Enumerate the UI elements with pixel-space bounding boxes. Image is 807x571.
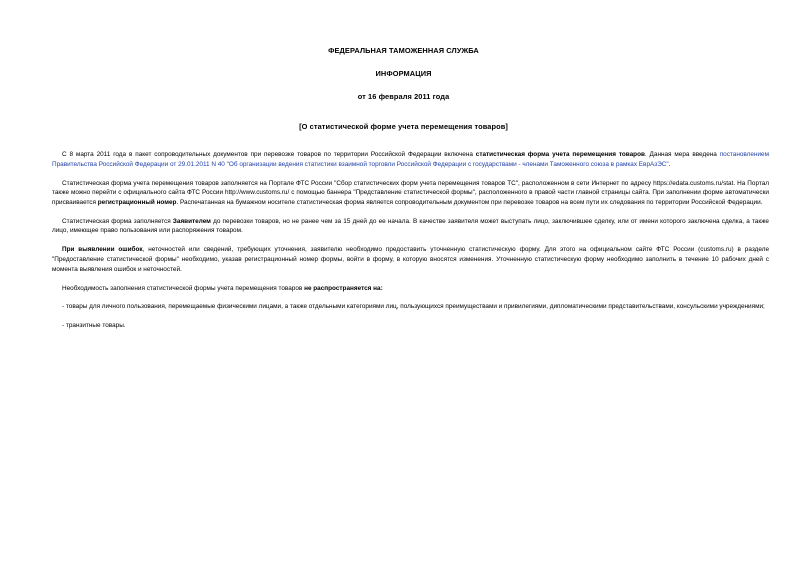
p1-text-c: . Данная мера введена (644, 151, 720, 158)
p4-text-c: , неточностей или сведений, требующих уточнения, заявителю необходимо предоставить уточненную статистическую форму. Для этого на официальном сайте ФТС России (customs.ru) в разделе "Предоставление статистической формы" необходимо, указав регистрационный номер формы, войти в форму, в которую вносятся изменения. Уточненную статистическую форму необходимо заполнить в течение 10 рабочих дней с момента выявления ошибок и неточностей. (52, 246, 769, 273)
p5-bold: не распространяется на: (304, 284, 383, 292)
paragraph-6: - товары для личного пользования, перемещаемые физическими лицами, а также отдельными категориями лиц, пользующихся преимуществами и привилегиями, дипломатическими представительствами, консульскими учреждениями; (62, 303, 765, 311)
document-date: от 16 февраля 2011 года (357, 92, 450, 101)
p1-text-a: С 8 марта 2011 года в пакет сопроводительных документов при перевозке товаров по территории Российской Федерации включена (62, 151, 476, 158)
agency-title: ФЕДЕРАЛЬНАЯ ТАМОЖЕННАЯ СЛУЖБА (328, 46, 479, 55)
p2-text-a: Статистическая форма учета перемещения товаров заполняется на Портале ФТС России "Сбор статистических форм учета перемещения товаров ТС", расположенном в сети Интернет по адресу https://edata.customs.ru/stat. На Портал также можно перейти с официального сайта ФТС России http://www.customs.ru/ с помощью баннера "Представление статистической формы", расположенного в правой части главной страницы сайта. При заполнении форме автоматически присваивается (52, 179, 769, 206)
paragraph-7: - транзитные товары. (62, 322, 126, 330)
paragraph-2 (52, 179, 769, 208)
p5-text-a: Необходимость заполнения статистической формы учета перемещения товаров (62, 284, 305, 292)
resolution-link[interactable]: постановлением Правительства Российской Федерации от 29.01.2011 N 40 "Об организации ведения статистики взаимной торговли Российской Федерации с государствами - членами Таможенного союза в рамках ЕврАзЭС" (52, 151, 769, 168)
paragraph-3 (52, 217, 769, 236)
p2-bold: регистрационный номер (97, 198, 177, 206)
paragraph-5 (52, 284, 769, 294)
document-body (52, 150, 769, 340)
p1-text-d: . (668, 160, 671, 168)
p3-text-c: до перевозки товаров, но не ранее чем за 15 дней до ее начала. В качестве заявителя может выступать лицо, заключившее сделку, или от имени которого заключена сделка, а также лицо, имеющее право пользования или распоряжения товаром. (52, 217, 769, 235)
p2-text-c: . Распечатанная на бумажном носителе статистическая форма является сопроводительным документом при перевозке товаров на всем пути их следования по территории Российской Федерации. (176, 198, 763, 206)
document-type: ИНФОРМАЦИЯ (375, 69, 432, 78)
p4-bold: При выявлении ошибок (62, 246, 143, 254)
p3-bold: Заявителем (172, 217, 211, 225)
p3-text-a: Статистическая форма заполняется (62, 217, 173, 225)
paragraph-1 (52, 150, 769, 169)
paragraph-4 (52, 245, 769, 274)
p1-bold: статистическая форма учета перемещения товаров (475, 151, 645, 158)
document-subject: [О статистической форме учета перемещения товаров] (299, 122, 508, 131)
